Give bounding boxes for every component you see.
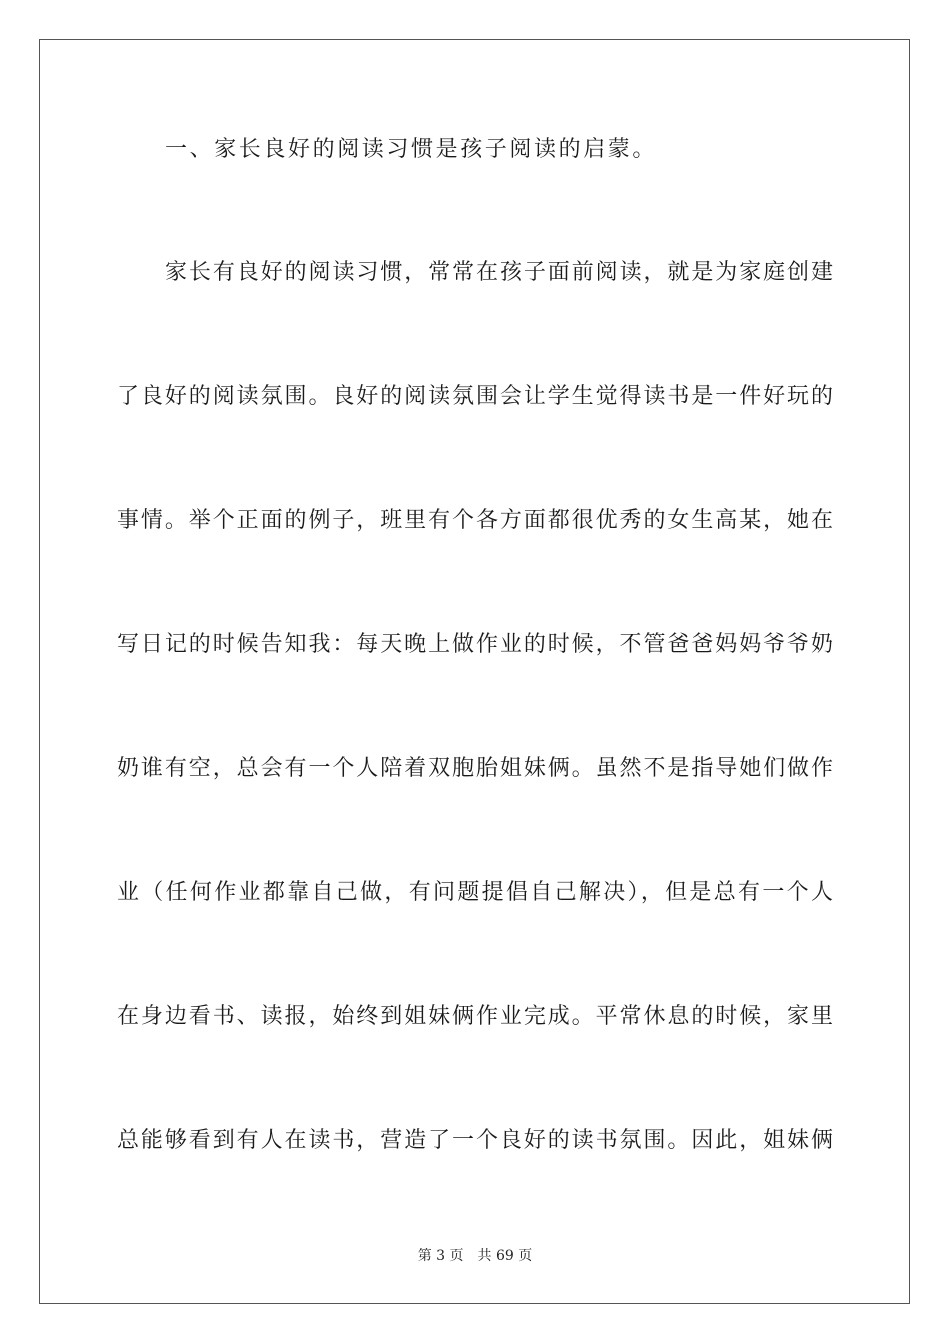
paragraph-line-6: 业（任何作业都靠自己做，有问题提倡自己解决），但是总有一个人 <box>117 880 833 905</box>
page-number: 第 3 页 <box>417 1248 464 1264</box>
paragraph-line-5: 奶谁有空，总会有一个人陪着双胞胎姐妹俩。虽然不是指导她们做作 <box>117 756 833 781</box>
paragraph-line-2: 了良好的阅读氛围。良好的阅读氛围会让学生觉得读书是一件好玩的 <box>117 384 833 409</box>
page-border <box>39 39 910 1304</box>
page-footer <box>0 1247 950 1265</box>
total-pages: 共 69 页 <box>477 1248 533 1264</box>
paragraph-line-1: 家长有良好的阅读习惯，常常在孩子面前阅读，就是为家庭创建 <box>165 260 833 285</box>
section-heading: 一、家长良好的阅读习惯是孩子阅读的启蒙。 <box>165 137 658 162</box>
paragraph-line-3: 事情。举个正面的例子，班里有个各方面都很优秀的女生高某，她在 <box>117 508 833 533</box>
paragraph-line-8: 总能够看到有人在读书，营造了一个良好的读书氛围。因此，姐妹俩 <box>117 1128 833 1153</box>
paragraph-line-4: 写日记的时候告知我：每天晚上做作业的时候，不管爸爸妈妈爷爷奶 <box>117 632 833 657</box>
paragraph-line-7: 在身边看书、读报，始终到姐妹俩作业完成。平常休息的时候，家里 <box>117 1004 833 1029</box>
